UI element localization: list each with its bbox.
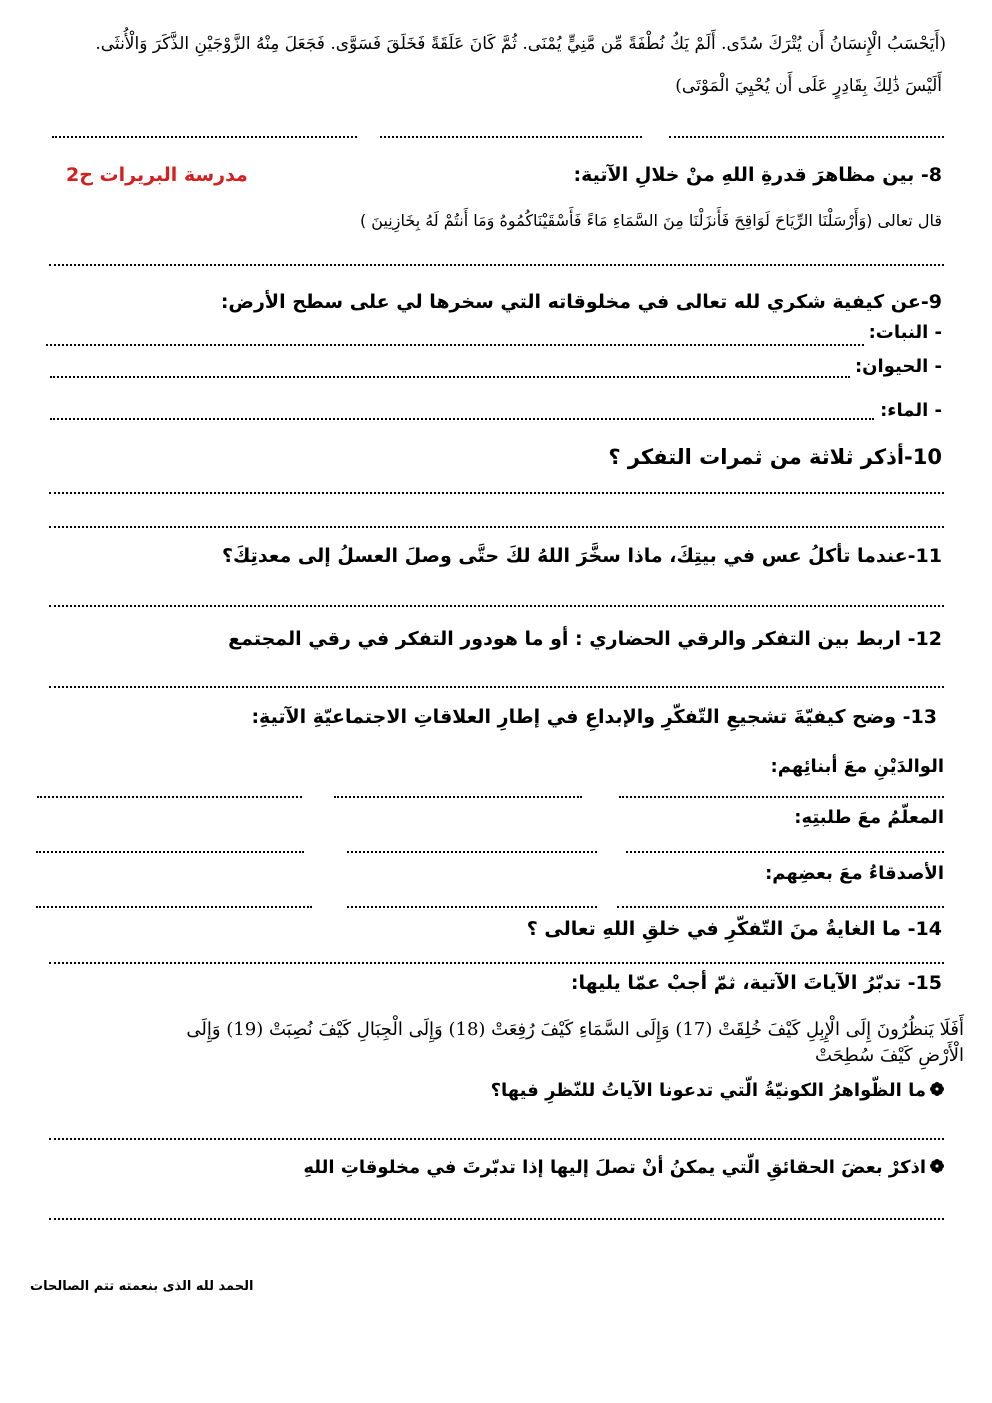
q13-item-teacher: المعلّمُ معَ طلبتِهِ: [794, 807, 944, 828]
q15-sub1-text: ما الظّواهرُ الكونيّةُ الّتي تدعونا الآياتُ للنّظرِ فيها؟ [490, 1080, 926, 1101]
q15-verse-line2: الْأَرْضِ كَيْفَ سُطِحَتْ [815, 1045, 964, 1066]
answer-line[interactable] [347, 851, 597, 853]
footer-text: الحمد لله الذى بنعمته تتم الصالحات [30, 1279, 254, 1294]
answer-line[interactable] [49, 1138, 944, 1140]
question-10: 10-أذكر ثلاثة من ثمرات التفكر ؟ [608, 445, 942, 469]
answer-line[interactable] [49, 492, 944, 494]
q7-verse-line1: (أَيَحْسَبُ الْإِنسَانُ أَن يُتْرَكَ سُدًى. أَلَمْ يَكُ نُطْفَةً مِّن مَّنِيٍّ يُمْنَى. ثُمَّ كَانَ عَلَقَةً فَخَلَقَ فَسَوَّى. فَجَعَلَ مِنْهُ الزَّوْجَيْنِ الذَّكَرَ وَالْأُنثَى. [95, 34, 946, 54]
answer-line[interactable] [46, 344, 864, 346]
answer-line[interactable] [36, 851, 304, 853]
flower-bullet-icon [930, 1157, 944, 1178]
answer-line[interactable] [49, 962, 944, 964]
question-13: 13- وضح كيفيّةَ تشجيعِ التّفكّرِ والإبداعِ في إطارِ العلاقاتِ الاجتماعيّةِ الآتيةِ: [251, 706, 937, 728]
answer-line[interactable] [49, 605, 944, 607]
question-11: 11-عندما تأكلُ عس في بيتِكَ، ماذا سخَّرَ اللهُ لكَ حتَّى وصلَ العسلُ إلى معدتِكَ؟ [221, 545, 942, 567]
answer-line[interactable] [347, 906, 597, 908]
answer-line[interactable] [49, 686, 944, 688]
answer-line[interactable] [617, 906, 944, 908]
q15-sub2-text: اذكرْ بعضَ الحقائقِ الّتي يمكنُ أنْ تصلَ إليها إذا تدبّرتَ في مخلوقاتِ اللهِ [303, 1157, 926, 1178]
answer-line[interactable] [669, 136, 944, 138]
answer-line[interactable] [334, 796, 582, 798]
answer-line[interactable] [49, 264, 944, 266]
flower-bullet-icon [930, 1080, 944, 1101]
q8-verse: قال تعالى (وَأَرْسَلْنَا الرِّيَاحَ لَوَاقِحَ فَأَنزَلْنَا مِنَ السَّمَاءِ مَاءً فَأَسْقَيْنَاكُمُوهُ وَمَا أَنتُمْ لَهُ بِخَازِنِينَ ) [359, 211, 942, 230]
question-14: 14- ما الغايةُ منَ التّفكّرِ في خلقِ اللهِ تعالى ؟ [526, 918, 942, 940]
answer-line[interactable] [626, 851, 944, 853]
q15-verse-line1: أَفَلَا يَنظُرُونَ إِلَى الْإِبِلِ كَيْفَ خُلِقَتْ (17) وَإِلَى السَّمَاءِ كَيْفَ رُفِعَتْ (18) وَإِلَى الْجِبَالِ كَيْفَ نُصِبَتْ (19) وَإِلَى [186, 1019, 964, 1040]
answer-line[interactable] [36, 906, 312, 908]
q9-item-water: - الماء: [880, 400, 942, 421]
answer-line[interactable] [380, 136, 642, 138]
q7-verse-line2: أَلَيْسَ ذَٰلِكَ بِقَادِرٍ عَلَى أَن يُحْيِيَ الْمَوْتَى) [675, 76, 942, 96]
question-12: 12- اربط بين التفكر والرقي الحضاري : أو ما هودور التفكر في رقي المجتمع [228, 628, 942, 650]
q9-item-animals: - الحيوان: [854, 356, 942, 377]
q13-item-friends: الأصدقاءُ معَ بعضِهم: [765, 863, 944, 884]
q15-sub1 [491, 1080, 944, 1101]
question-8: 8- بين مظاهرَ قدرةِ اللهِ منْ خلالِ الآتية: [573, 164, 942, 186]
answer-line[interactable] [49, 526, 944, 528]
question-15: 15- تدبّرُ الآياتَ الآتية، ثمّ أجبْ عمّا يليها: [570, 972, 942, 994]
q13-item-parents: الوالدَيْنِ معَ أبنائِهم: [770, 756, 944, 777]
answer-line[interactable] [52, 136, 357, 138]
question-9: 9-عن كيفية شكري لله تعالى في مخلوقاته التي سخرها لي على سطح الأرض: [220, 291, 942, 313]
q9-item-plants: - النبات: [868, 322, 942, 343]
answer-line[interactable] [50, 418, 874, 420]
q15-sub2 [303, 1157, 944, 1178]
answer-line[interactable] [37, 796, 302, 798]
school-name: مدرسة البريرات ح2 [66, 164, 248, 186]
answer-line[interactable] [619, 796, 944, 798]
answer-line[interactable] [50, 376, 850, 378]
answer-line[interactable] [49, 1218, 944, 1220]
